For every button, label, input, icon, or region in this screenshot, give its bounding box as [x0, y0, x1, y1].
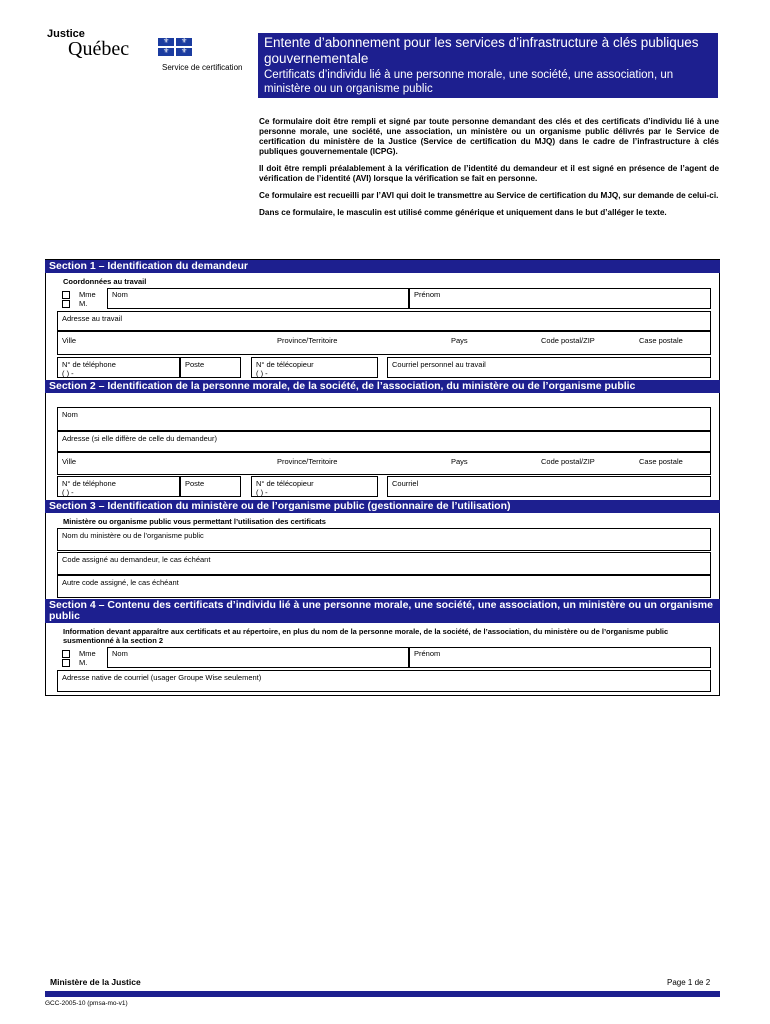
intro-paragraph: Dans ce formulaire, le masculin est utilisé comme générique et uniquement dans le but d’alléger le texte. [259, 208, 667, 217]
section-3-header: Section 3 – Identification du ministère ou de l’organisme public (gestionnaire de l’utilisation) [45, 500, 720, 513]
field-label: N° de télécopieur [256, 360, 314, 369]
s4-courriel-field[interactable] [57, 670, 711, 692]
section-4-header: Section 4 – Contenu des certificats d’individu lié à une personne morale, une société, une association, un ministère ou un organisme public [45, 599, 720, 623]
section-3-subheading: Ministère ou organisme public vous permettant l’utilisation des certificats [63, 517, 326, 526]
s3-code-field[interactable] [57, 552, 711, 575]
field-label: N° de téléphone [62, 360, 116, 369]
s1-tel-field[interactable] [57, 357, 180, 378]
field-label: Nom [62, 410, 78, 419]
s1-ville-row[interactable] [57, 331, 711, 355]
s4-prenom-field[interactable] [409, 647, 711, 668]
s3-autre-code-field[interactable] [57, 575, 711, 598]
title-band [258, 33, 718, 98]
footer-ministere: Ministère de la Justice [50, 977, 141, 987]
field-label: Autre code assigné, le cas échéant [62, 578, 179, 587]
field-label: Poste [185, 360, 205, 369]
field-label: Prénom [414, 290, 441, 299]
field-label: Ville [62, 457, 77, 466]
field-label: Adresse (si elle diffère de celle du demandeur) [62, 434, 217, 443]
logo-service: Service de certification [162, 63, 243, 72]
field-label: N° de téléphone [62, 479, 116, 488]
field-label: Nom du ministère ou de l’organisme public [62, 531, 204, 540]
s2-poste-field[interactable] [180, 476, 241, 497]
page-number: Page 1 de 2 [667, 978, 711, 987]
section-1-header: Section 1 – Identification du demandeur [45, 260, 720, 273]
field-label: Pays [451, 457, 468, 466]
s1-adresse-field[interactable] [57, 311, 711, 331]
intro-paragraph: Ce formulaire doit être rempli et signé par toute personne demandant des clés et des certificats d’individu lié à une personne morale, une société, une association, un ministère ou un organisme public délivrés par le Service de certification du ministère de la Justice (Service de certification du MJQ) dans le cadre de l’infrastructure à clés publiques gouvernementale (ICPG). [259, 117, 719, 156]
phone-format: ( ) - [62, 369, 74, 378]
field-label: Case postale [639, 457, 683, 466]
s2-tel-field[interactable] [57, 476, 180, 497]
phone-format: ( ) - [62, 488, 74, 497]
m-checkbox[interactable] [62, 300, 70, 308]
field-label: Courriel [392, 479, 419, 488]
s1-telecopieur-field[interactable] [251, 357, 378, 378]
s2-courriel-field[interactable] [387, 476, 711, 497]
field-label: Code postal/ZIP [541, 457, 595, 466]
s1-nom-field[interactable] [107, 288, 409, 309]
section-4-subheading: Information devant apparaître aux certificats et au répertoire, en plus du nom de la personne morale, de la société, de l’association, du ministère ou de l’organisme public susmentionné à la section 2 [63, 627, 669, 645]
field-label: Code postal/ZIP [541, 336, 595, 345]
field-label: Prénom [414, 649, 441, 658]
field-label: Ville [62, 336, 77, 345]
s2-telecopieur-field[interactable] [251, 476, 378, 497]
field-label: Pays [451, 336, 468, 345]
s1-courriel-field[interactable] [387, 357, 711, 378]
intro-text [259, 117, 719, 225]
field-label: N° de télécopieur [256, 479, 314, 488]
s1-prenom-field[interactable] [409, 288, 711, 309]
s3-nom-field[interactable] [57, 528, 711, 551]
s1-poste-field[interactable] [180, 357, 241, 378]
field-label: Case postale [639, 336, 683, 345]
field-label: Province/Territoire [277, 457, 338, 466]
s2-ville-row[interactable] [57, 452, 711, 475]
field-label: Code assigné au demandeur, le cas échéant [62, 555, 211, 564]
s2-adresse-field[interactable] [57, 431, 711, 452]
section-2-header: Section 2 – Identification de la personne morale, de la société, de l’association, du ministère ou de l’organisme public [45, 380, 720, 393]
s2-nom-field[interactable] [57, 407, 711, 431]
field-label: Adresse native de courriel (usager Groupe Wise seulement) [62, 673, 262, 682]
intro-paragraph: Ce formulaire est recueilli par l’AVI qui doit le transmettre au Service de certification du MJQ, sur demande de celui-ci. [259, 191, 719, 200]
field-label: Nom [112, 290, 128, 299]
s4-nom-field[interactable] [107, 647, 409, 668]
document-subtitle: Certificats d’individu lié à une personne morale, une société, une association, un ministère ou un organisme public [264, 69, 674, 95]
fax-format: ( ) - [256, 488, 268, 497]
section-1-subheading: Coordonnées au travail [63, 277, 147, 286]
field-label: Province/Territoire [277, 336, 338, 345]
footer-bar [45, 991, 720, 997]
field-label: Adresse au travail [62, 314, 123, 323]
s4-m-checkbox[interactable] [62, 659, 70, 667]
mme-label: Mme [79, 649, 96, 658]
logo-quebec: Québec [68, 38, 130, 60]
mme-checkbox[interactable] [62, 291, 70, 299]
intro-paragraph: Il doit être rempli préalablement à la vérification de l’identité du demandeur et il est signé en présence de l’agent de vérification de l’identité (AVI) lorsque la vérification se fait en personne. [259, 164, 719, 183]
form-code: GCC-2005-10 (pmsa-mo-v1) [45, 1000, 128, 1007]
mme-label: Mme [79, 290, 96, 299]
quebec-flag-icon: ⚜ ⚜ ⚜ ⚜ [158, 38, 192, 56]
m-label: M. [79, 658, 88, 667]
m-label: M. [79, 299, 88, 308]
field-label: Nom [112, 649, 128, 658]
document-title: Entente d’abonnement pour les services d’infrastructure à clés publiques gouvernementale [264, 35, 699, 66]
s4-mme-checkbox[interactable] [62, 650, 70, 658]
logo-justice: Justice [47, 28, 85, 40]
field-label: Courriel personnel au travail [392, 360, 486, 369]
fax-format: ( ) - [256, 369, 268, 378]
field-label: Poste [185, 479, 205, 488]
